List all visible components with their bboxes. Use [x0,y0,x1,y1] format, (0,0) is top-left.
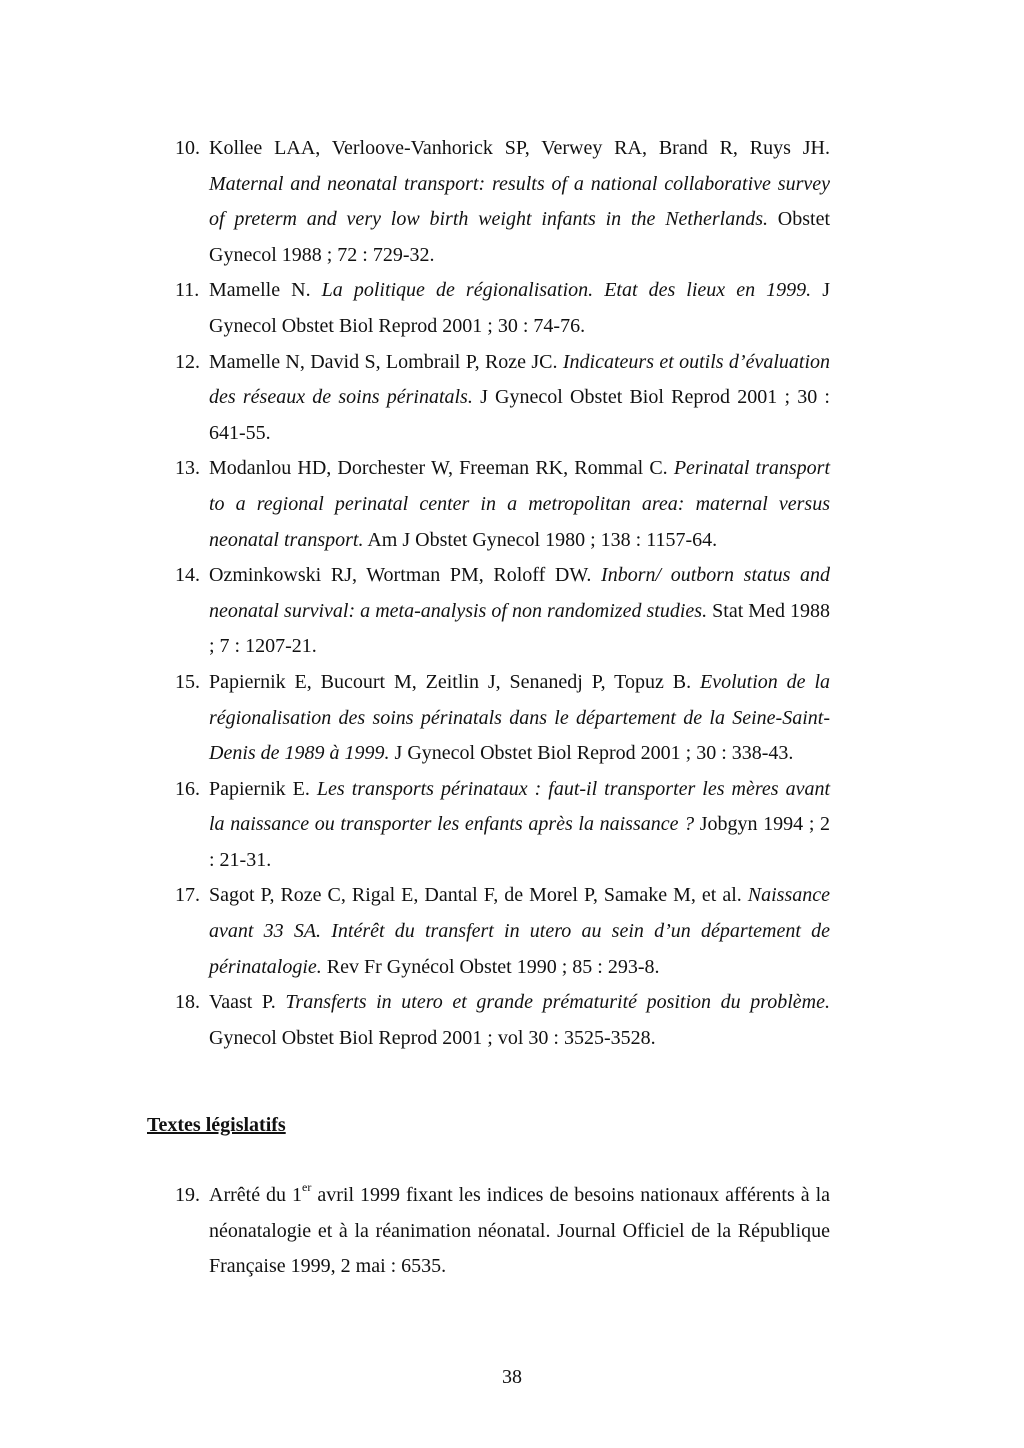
reference-source: Gynecol Obstet Biol Reprod 2001 ; vol 30 : 3525-3528. [209,1026,656,1049]
reference-item [147,878,830,985]
reference-item [147,1178,830,1285]
reference-number: 19. [175,1184,200,1206]
reference-source: Jobgyn 1994 ; 2 : 21-31. [209,813,831,871]
reference-authors: Papiernik E. [209,777,310,800]
reference-title: Indicateurs et outils d’évaluation des réseaux de soins périnatals. [209,350,831,409]
reference-prefix: Arrêté du 1 [209,1184,303,1206]
reference-source: Obstet Gynecol 1988 ; 72 : 729-32. [209,208,831,266]
reference-authors: Mamelle N, David S, Lombrail P, Roze JC. [209,350,558,373]
reference-text: avril 1999 fixant les indices de besoins nationaux afférents à la néonatalogie et à la réanimation néonatal. Journal Officiel de la République Française 1999, 2 mai : 6535. [209,1184,831,1278]
page-number: 38 [502,1366,522,1388]
reference-title: Naissance avant 33 SA. Intérêt du transfert in utero au sein d’un département de périnatalogie. [209,884,830,978]
reference-authors: Papiernik E, Bucourt M, Zeitlin J, Senanedj P, Topuz B. [209,670,692,693]
reference-item [147,273,830,344]
section-heading-legislative: Textes législatifs [147,1114,286,1136]
reference-number: 17. [175,884,200,907]
reference-title: Les transports périnataux : faut-il transporter les mères avant la naissance ou transporter les enfants après la naissance ? [209,777,831,836]
reference-source: Rev Fr Gynécol Obstet 1990 ; 85 : 293-8. [326,955,660,978]
reference-list [147,131,830,1056]
reference-authors: Vaast P. [209,991,276,1014]
reference-number: 14. [175,564,200,587]
reference-item [147,772,830,879]
reference-item [147,345,830,452]
reference-source: Am J Obstet Gynecol 1980 ; 138 : 1157-64. [367,528,718,551]
reference-number: 13. [175,457,200,480]
reference-source: Stat Med 1988 ; 7 : 1207-21. [209,599,831,658]
reference-source: J Gynecol Obstet Biol Reprod 2001 ; 30 : 338-43. [394,742,794,765]
reference-title: Evolution de la régionalisation des soins périnatals dans le département de la Seine-Saint-Denis de 1989 à 1999. [209,670,830,765]
reference-authors: Sagot P, Roze C, Rigal E, Dantal F, de Morel P, Samake M, et al. [209,884,742,907]
reference-authors: Modanlou HD, Dorchester W, Freeman RK, Rommal C. [209,457,668,480]
legislative-reference-list [147,1178,830,1285]
reference-superscript: er [302,1180,312,1195]
reference-item [147,985,830,1056]
reference-item [147,558,830,665]
reference-title: La politique de régionalisation. Etat des lieux en 1999. [321,279,812,302]
reference-item [147,131,830,273]
reference-title: Maternal and neonatal transport: results of a national collaborative survey of preterm and very low birth weight infants in the Netherlands. [209,172,830,231]
reference-authors: Ozminkowski RJ, Wortman PM, Roloff DW. [209,564,592,587]
reference-item [147,451,830,558]
reference-number: 11. [175,279,200,302]
reference-number: 12. [175,350,200,373]
reference-source: J Gynecol Obstet Biol Reprod 2001 ; 30 : 641-55. [209,386,830,444]
reference-number: 15. [175,670,200,693]
reference-authors: Mamelle N. [209,279,311,302]
reference-item [147,665,830,772]
reference-title: Perinatal transport to a regional perinatal center in a metropolitan area: maternal versus neonatal transport. [209,457,831,551]
reference-number: 10. [175,137,200,159]
reference-title: Inborn/ outborn status and neonatal survival: a meta-analysis of non randomized studies. [209,564,831,622]
reference-authors: Kollee LAA, Verloove-Vanhorick SP, Verwey RA, Brand R, Ruys JH. [209,137,830,159]
reference-source: J Gynecol Obstet Biol Reprod 2001 ; 30 : 74-76. [209,279,831,337]
reference-number: 18. [175,991,200,1014]
reference-number: 16. [175,777,200,800]
reference-title: Transferts in utero et grande prématurité position du problème. [285,991,831,1014]
